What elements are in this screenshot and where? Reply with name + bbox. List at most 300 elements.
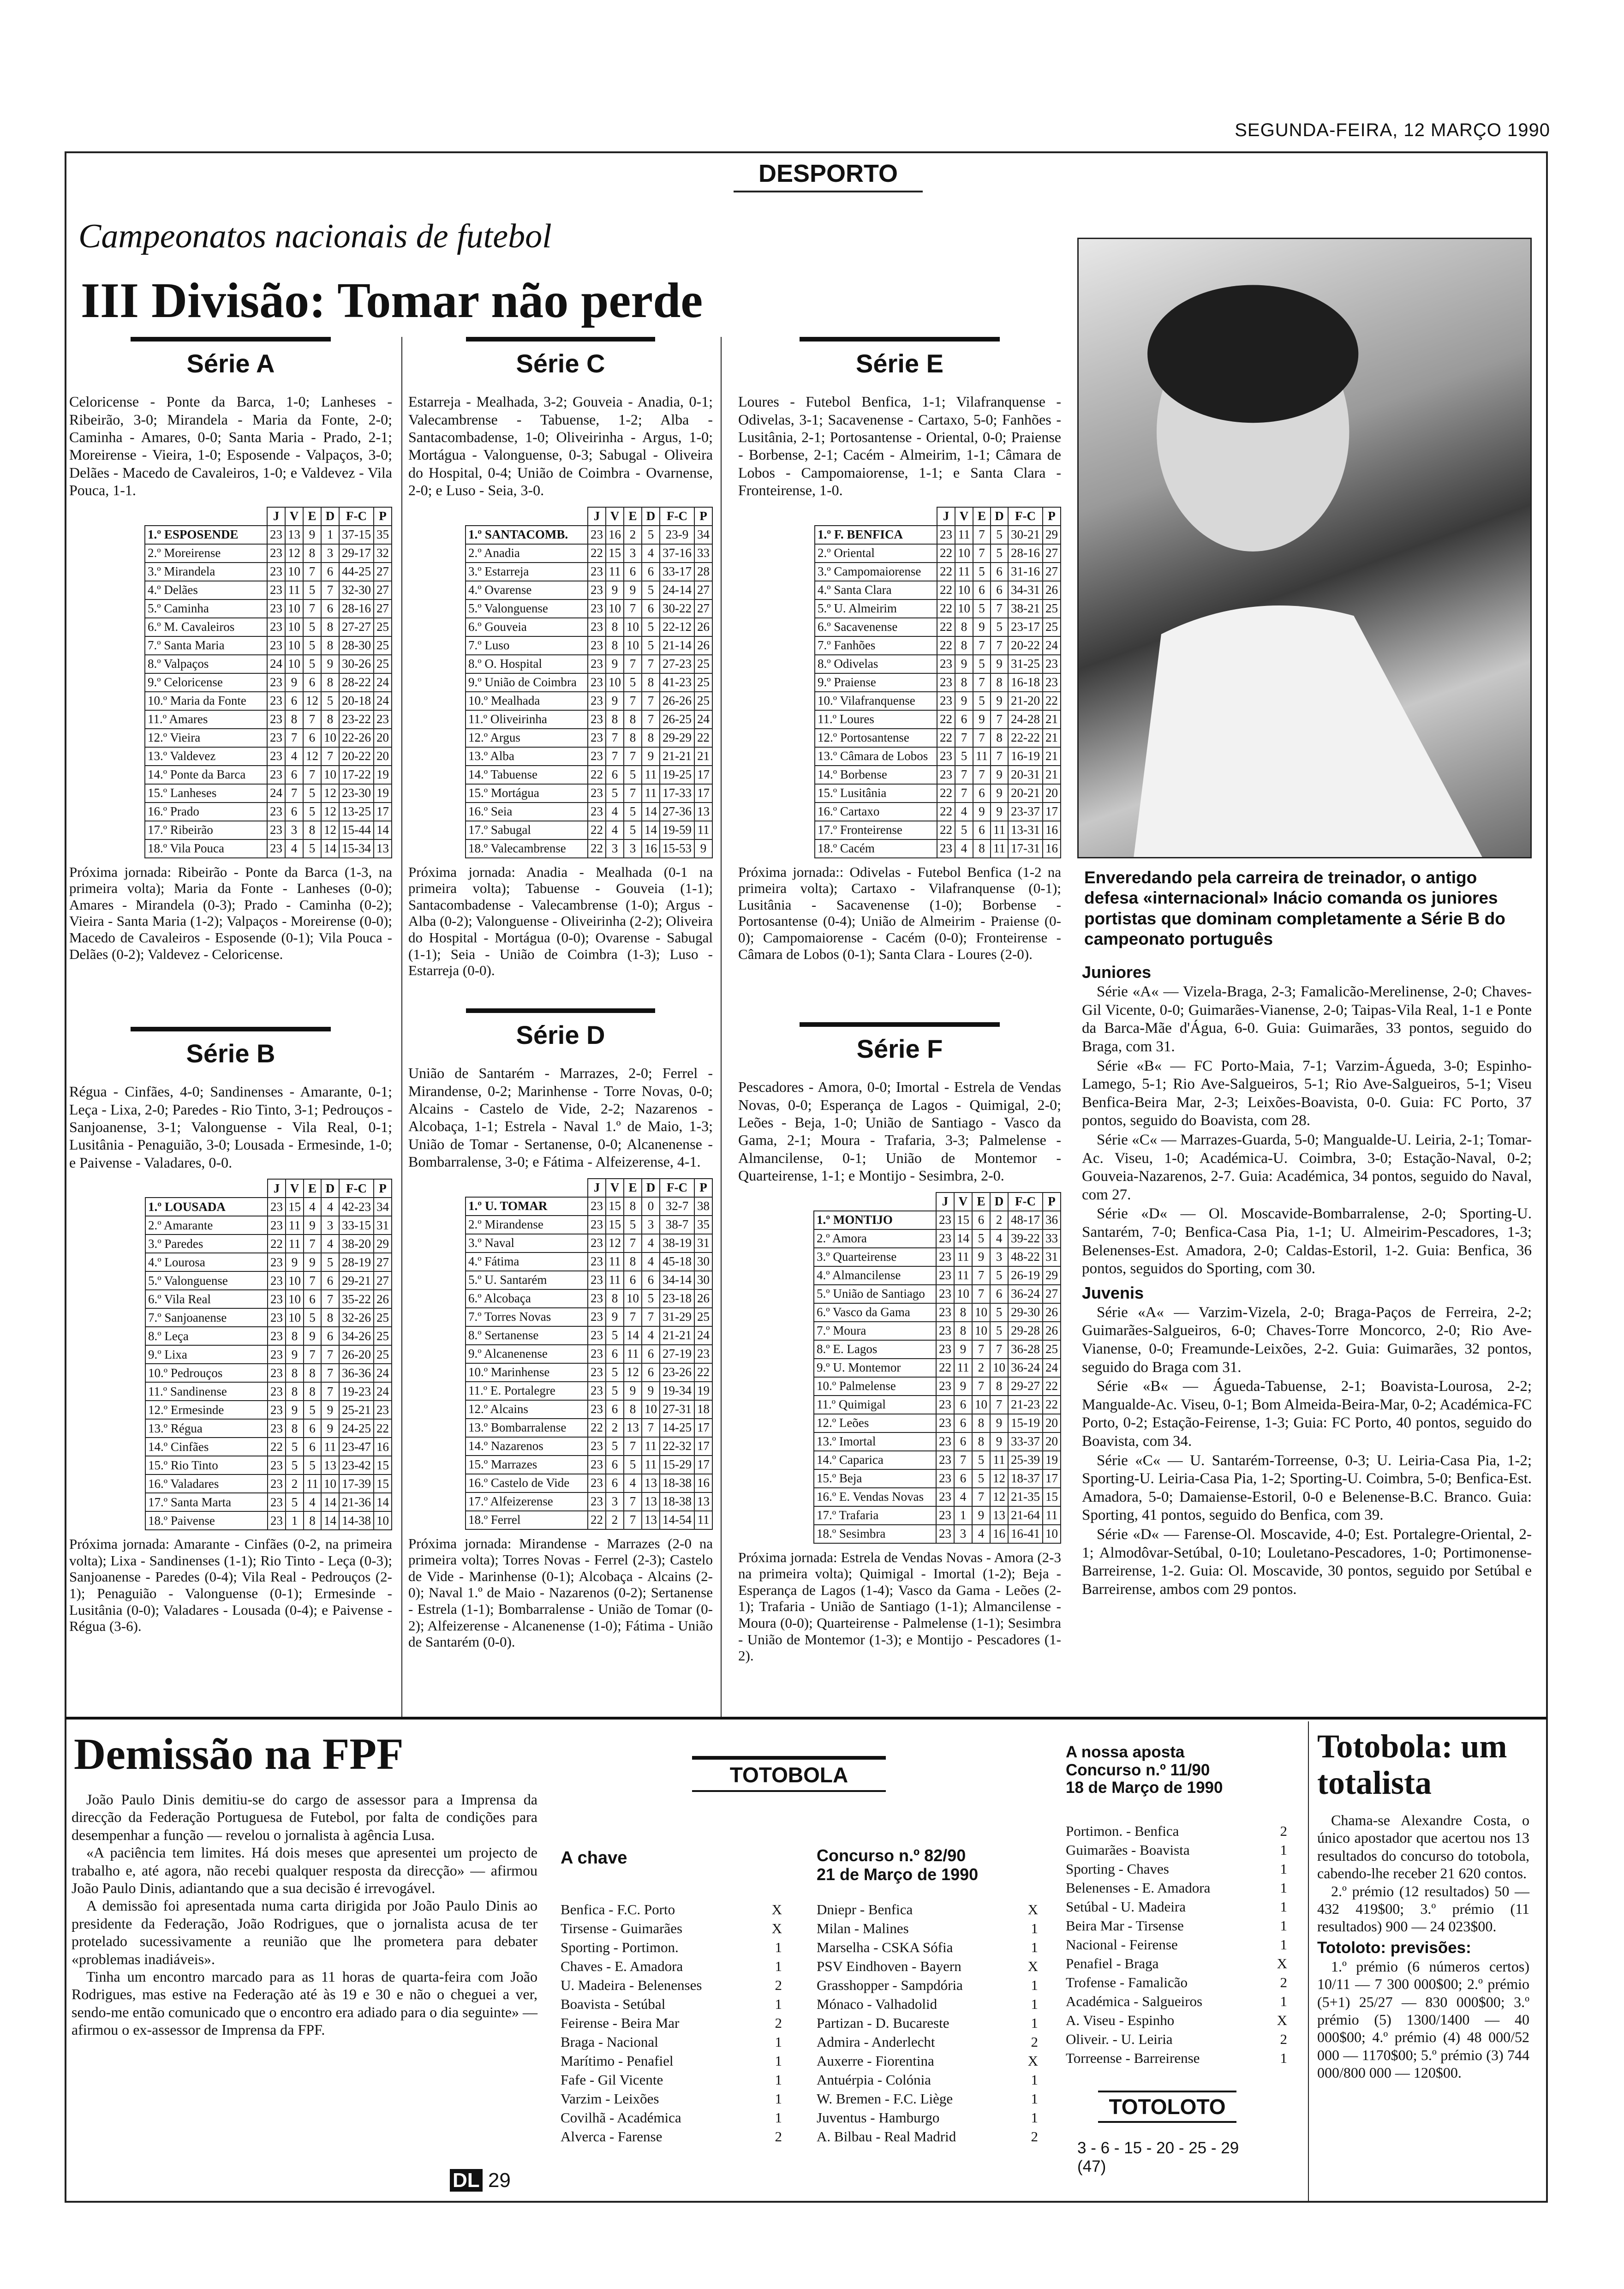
stat-cell: 10 [285,655,303,673]
stat-cell: 5 [973,563,991,581]
stat-cell: 8 [954,1322,972,1340]
header-date: SEGUNDA-FEIRA, 12 MARÇO 1990 [1235,120,1550,140]
stat-cell: 23 [267,526,285,544]
stat-cell: 6 [642,1345,660,1363]
stat-cell: 7 [954,1451,972,1469]
stat-cell: 27-23 [660,655,694,673]
stat-cell: 17 [694,1419,712,1437]
stat-cell: 30 [694,1271,712,1289]
stat-cell: 0 [642,1197,660,1216]
game-teams: Nacional - Feirense [1066,1936,1178,1953]
team-name: 3.º Estarreja [466,563,588,581]
team-name: 7.º Fanhões [815,636,937,655]
game-teams: Fafe - Gil Vicente [561,2072,663,2088]
stat-cell: 22 [1043,1377,1061,1396]
stat-cell: 11 [990,1451,1008,1469]
team-name: 13.º Alba [466,747,588,766]
stat-cell: 28-16 [1008,544,1043,563]
stat-cell: 31 [1043,1248,1061,1266]
totobola-games-right [817,1901,1038,2147]
stat-cell: 27 [694,599,712,618]
stat-cell: 22 [937,563,955,581]
stat-cell: 11 [304,1474,321,1493]
team-name: 16.º Castelo de Vide [466,1474,588,1492]
game-prediction: 1 [775,2072,782,2088]
stat-cell: 5 [991,618,1008,636]
stat-cell: 9 [286,1345,304,1364]
stat-cell: 5 [303,784,321,803]
stat-cell: 22-22 [1008,729,1043,747]
juniores-serie-c: Série «C« — Marrazes-Guarda, 5-0; Mangualde-U. Leiria, 2-1; Tomar-Ac. Viseu, 1-0; Académica-U. Coimbra, 3-0; Estação-Naval, 0-2; Gouveia-Nazarenos, 2-7. Guia: Académica, 34 pontos, seguido do Naval, com 27. [1082,1131,1532,1203]
stat-cell: 2 [606,1419,624,1437]
demissao-article [72,1791,537,2038]
juniores-serie-d: Série «D« — Ol. Moscavide-Bombarralense, 2-0; Sporting-U. Santarém, 7-0; Benfica-Casa Pia, 1-1; U. Almeirim-Pescadores, 1-3; Belenenses-Est. Amadora, 2-0; Caldas-Estoril, 1-2. Guia: Benfica, 36 pontos, seguidos do Sporting, com 30. [1082,1205,1532,1277]
stat-cell: 6 [304,1419,321,1438]
stat-cell: 26 [1043,581,1061,599]
stat-cell: 7 [624,1308,642,1326]
stat-cell: 4 [642,1252,660,1271]
table-row [466,1216,712,1234]
stat-cell: 5 [303,839,321,858]
stat-cell: 23-42 [339,1456,374,1474]
team-name: 17.º Santa Marta [145,1493,268,1511]
stat-cell: 23-30 [339,784,374,803]
stat-cell: 11 [954,1248,972,1266]
table-row [145,821,392,839]
table-row [466,1289,712,1308]
stat-cell: 10 [954,1285,972,1303]
table-header-cell: P [694,507,712,526]
stat-cell: 22 [937,821,955,839]
table-header-cell: D [642,507,660,526]
table-header-cell: V [606,1179,624,1197]
team-name: 10.º Pedrouços [145,1364,268,1382]
stat-cell: 25-21 [339,1401,374,1419]
team-name: 5.º Valonguense [145,1271,268,1290]
stat-cell: 2 [606,1511,624,1529]
stat-cell: 23 [267,673,285,692]
stat-cell: 23 [936,1340,954,1359]
table-header-cell: F-C [660,507,694,526]
team-name: 18.º Valecambrense [466,839,588,858]
stat-cell: 5 [606,1363,624,1382]
game-line [1066,1823,1287,1842]
team-name: 4.º Lourosa [145,1253,268,1271]
stat-cell: 11 [606,1252,624,1271]
game-line [561,2053,782,2072]
stat-cell: 27 [1043,1285,1061,1303]
stat-cell: 5 [624,1456,642,1474]
stat-cell: 11 [1043,1506,1061,1525]
stat-cell: 20-22 [339,747,374,766]
stat-cell: 23 [268,1216,286,1234]
team-name: 10.º Maria da Fonte [145,692,267,710]
game-prediction: X [771,1920,782,1936]
game-line [561,2109,782,2128]
game-prediction: X [1027,1901,1038,1917]
table-row [466,803,712,821]
game-prediction: 1 [1031,2015,1038,2031]
game-prediction: 1 [775,1939,782,1955]
stat-cell: 8 [321,618,339,636]
table-row [466,544,712,563]
stat-cell: 7 [285,729,303,747]
stat-cell: 23 [268,1401,286,1419]
team-name: 17.º Sabugal [466,821,588,839]
game-prediction: 1 [775,2034,782,2050]
stat-cell: 9 [991,655,1008,673]
stat-cell: 24 [267,655,285,673]
table-header-cell: J [268,1179,286,1198]
game-prediction: 1 [1031,2072,1038,2088]
team-name: 3.º Naval [466,1234,588,1252]
stat-cell: 7 [991,710,1008,729]
stat-cell: 8 [321,1308,339,1327]
stat-cell: 23 [936,1451,954,1469]
stat-cell: 24-14 [660,581,694,599]
table-header-cell: V [606,507,624,526]
team-name: 6.º M. Cavaleiros [145,618,267,636]
team-name: 10.º Vilafranquense [815,692,937,710]
table-row [145,1253,392,1271]
stat-cell: 4 [321,1234,339,1253]
team-name: 10.º Palmelense [814,1377,936,1396]
stat-cell: 33-15 [339,1216,374,1234]
game-teams: Beira Mar - Tirsense [1066,1917,1184,1934]
stat-cell: 27 [374,1253,392,1271]
table-header-row [815,507,1061,526]
stat-cell: 17 [694,1456,712,1474]
stat-cell: 7 [990,1340,1008,1359]
table-row [814,1266,1061,1285]
stat-cell: 22-26 [339,729,374,747]
stat-cell: 11 [606,1271,624,1289]
stat-cell: 11 [642,784,660,803]
stat-cell: 31 [694,1234,712,1252]
article-kicker: Campeonatos nacionais de futebol [78,217,552,255]
stat-cell: 24 [267,784,285,803]
table-row [466,1456,712,1474]
stat-cell: 23 [937,839,955,858]
totobola-concurso-date: 21 de Março de 1990 [817,1865,979,1884]
table-row [145,1474,392,1493]
stat-cell: 10 [321,1474,339,1493]
stat-cell: 6 [606,1345,624,1363]
stat-cell: 6 [304,1290,321,1308]
team-name: 8.º Valpaços [145,655,267,673]
stat-cell: 23 [588,655,606,673]
table-row [814,1211,1061,1229]
stat-cell: 5 [955,821,973,839]
stat-cell: 23 [588,1326,606,1345]
stat-cell: 18-38 [660,1492,694,1511]
serie-c-table [465,507,713,858]
game-line [817,2109,1038,2128]
stat-cell: 23 [374,710,392,729]
game-prediction: 1 [775,2053,782,2069]
stat-cell: 11 [606,563,624,581]
stat-cell: 13 [374,839,392,858]
stat-cell: 23 [936,1396,954,1414]
stat-cell: 6 [972,1211,990,1229]
stat-cell: 10 [286,1308,304,1327]
stat-cell: 35 [694,1216,712,1234]
stat-cell: 8 [624,710,642,729]
stat-cell: 37-15 [339,526,374,544]
table-row [466,526,712,544]
table-row [145,618,392,636]
table-row [145,1493,392,1511]
team-name: 16.º E. Vendas Novas [814,1488,936,1506]
table-row [466,1271,712,1289]
stat-cell: 11 [991,821,1008,839]
stat-cell: 4 [321,1198,339,1216]
stat-cell: 7 [303,563,321,581]
stat-cell: 9 [303,526,321,544]
stat-cell: 26 [694,636,712,655]
stat-cell: 7 [624,599,642,618]
stat-cell: 8 [624,1400,642,1419]
stat-cell: 7 [303,710,321,729]
table-row [145,655,392,673]
stat-cell: 21-36 [339,1493,374,1511]
team-name: 15.º Mortágua [466,784,588,803]
stat-cell: 14 [321,1511,339,1530]
stat-cell: 19-59 [660,821,694,839]
game-prediction: 1 [1031,1996,1038,2012]
stat-cell: 9 [624,1382,642,1400]
table-row [145,1401,392,1419]
table-row [466,821,712,839]
stat-cell: 4 [304,1198,321,1216]
stat-cell: 7 [624,655,642,673]
game-line [561,2091,782,2109]
table-row [145,692,392,710]
stat-cell: 24 [374,692,392,710]
stat-cell: 8 [304,1511,321,1530]
stat-cell: 4 [642,1326,660,1345]
stat-cell: 21-21 [660,747,694,766]
serie-d-heading: Série D [466,1008,655,1050]
stat-cell: 23 [268,1290,286,1308]
stat-cell: 22 [374,1419,392,1438]
stat-cell: 25 [374,636,392,655]
stat-cell: 23 [588,729,606,747]
stat-cell: 11 [991,839,1008,858]
team-name: 11.º Loures [815,710,937,729]
stat-cell: 24 [1043,636,1061,655]
stat-cell: 21-35 [1008,1488,1043,1506]
stat-cell: 13 [321,1456,339,1474]
table-row [814,1377,1061,1396]
stat-cell: 13 [642,1511,660,1529]
team-name: 13.º Imortal [814,1432,936,1451]
game-prediction: 2 [1280,2031,1287,2047]
stat-cell: 23 [588,636,606,655]
stat-cell: 7 [321,1364,339,1382]
stat-cell: 9 [955,655,973,673]
stat-cell: 11 [955,526,973,544]
stat-cell: 9 [973,618,991,636]
stat-cell: 5 [624,1216,642,1234]
stat-cell: 14 [374,1493,392,1511]
stat-cell: 7 [972,1377,990,1396]
table-row [814,1340,1061,1359]
stat-cell: 9 [991,784,1008,803]
game-teams: Benfica - F.C. Porto [561,1901,675,1917]
stat-cell: 29 [374,1234,392,1253]
team-name: 11.º Amares [145,710,267,729]
table-header-cell: J [936,1192,954,1211]
stat-cell: 23 [936,1229,954,1248]
stat-cell: 16 [990,1525,1008,1543]
table-row [145,563,392,581]
stat-cell: 7 [304,1234,321,1253]
serie-f-heading: Série F [800,1022,1000,1064]
stat-cell: 23 [268,1253,286,1271]
stat-cell: 5 [303,581,321,599]
stat-cell: 15 [1043,1488,1061,1506]
table-row [145,1308,392,1327]
game-line [817,2128,1038,2147]
stat-cell: 2 [972,1359,990,1377]
stat-cell: 8 [606,1289,624,1308]
game-prediction: X [1027,2053,1038,2069]
stat-cell: 3 [321,1216,339,1234]
game-teams: Tirsense - Guimarães [561,1920,683,1936]
stat-cell: 21-21 [660,1326,694,1345]
table-header-cell: F-C [1008,507,1043,526]
game-teams: Trofense - Famalicão [1066,1974,1188,1990]
stat-cell: 23 [936,1432,954,1451]
stat-cell: 23 [588,710,606,729]
stat-cell: 17 [694,784,712,803]
column-serie-f [738,1022,1061,1664]
stat-cell: 9 [991,766,1008,784]
table-row [145,784,392,803]
team-name: 16.º Valadares [145,1474,268,1493]
stat-cell: 5 [606,1382,624,1400]
game-prediction: 1 [1031,1939,1038,1955]
photo-caption: Enveredando pela carreira de treinador, o antigo defesa «internacional» Inácio comanda os juniores portistas que dominam completamente a Série B do campeonato português [1084,868,1505,949]
table-row [815,544,1061,563]
stat-cell: 7 [304,1345,321,1364]
stat-cell: 5 [973,692,991,710]
team-name: 8.º Leça [145,1327,268,1345]
stat-cell: 23 [267,544,285,563]
table-row [466,655,712,673]
table-header-row [814,1192,1061,1211]
team-name: 4.º Santa Clara [815,581,937,599]
stat-cell: 26 [1043,1322,1061,1340]
stat-cell: 38-21 [1008,599,1043,618]
game-teams: Auxerre - Fiorentina [817,2053,934,2069]
totobola-games-left [561,1901,782,2147]
stat-cell: 10 [606,673,624,692]
stat-cell: 5 [972,1469,990,1488]
stat-cell: 8 [304,1382,321,1401]
stat-cell: 32 [374,544,392,563]
stat-cell: 23 [588,563,606,581]
stat-cell: 7 [321,581,339,599]
table-row [466,1197,712,1216]
stat-cell: 8 [624,1197,642,1216]
stat-cell: 15-29 [660,1456,694,1474]
stat-cell: 23 [268,1198,286,1216]
game-prediction: 1 [1280,1899,1287,1915]
stat-cell: 13 [642,1492,660,1511]
stat-cell: 9 [286,1401,304,1419]
stat-cell: 32-26 [339,1308,374,1327]
game-line [1066,1936,1287,1955]
table-header-cell: V [955,507,973,526]
team-name: 1.º SANTACOMB. [466,526,588,544]
table-row [814,1359,1061,1377]
table-row [815,803,1061,821]
table-header-row [466,1179,712,1197]
table-row [815,747,1061,766]
juniores-heading: Juniores [1082,963,1152,982]
game-line [817,1977,1038,1996]
team-name: 8.º Odivelas [815,655,937,673]
stat-cell: 9 [304,1216,321,1234]
youth-results [1082,958,1532,1600]
stat-cell: 5 [303,655,321,673]
stat-cell: 34-14 [660,1271,694,1289]
stat-cell: 23 [267,766,285,784]
stat-cell: 5 [321,692,339,710]
game-prediction: 1 [1280,2050,1287,2066]
stat-cell: 14-54 [660,1511,694,1529]
team-name: 5.º Caminha [145,599,267,618]
stat-cell: 7 [973,544,991,563]
table-row [466,839,712,858]
stat-cell: 8 [286,1364,304,1382]
game-teams: Marítimo - Penafiel [561,2053,674,2069]
stat-cell: 20-31 [1008,766,1043,784]
stat-cell: 11 [286,1216,304,1234]
table-row [815,526,1061,544]
stat-cell: 31-25 [1008,655,1043,673]
stat-cell: 23-9 [660,526,694,544]
stat-cell: 12 [990,1488,1008,1506]
stat-cell: 10 [955,599,973,618]
stat-cell: 22 [936,1359,954,1377]
team-name: 1.º ESPOSENDE [145,526,267,544]
team-name: 8.º E. Lagos [814,1340,936,1359]
stat-cell: 4 [954,1488,972,1506]
serie-f-results: Pescadores - Amora, 0-0; Imortal - Estrela de Vendas Novas, 0-0; Esperança de Lagos - Quimigal, 2-0; Leões - Beja, 1-0; União de Santiago - Vasco da Gama, 2-1; Moura - Trafaria, 3-3; Palmelense - Almancilense, 0-1; União de Montemor - Quarteirense, 1-1; e Montijo - Sesimbra, 2-0. [738,1079,1061,1184]
stat-cell: 22 [588,839,606,858]
game-prediction: 1 [1031,2109,1038,2126]
game-prediction: 2 [1280,1974,1287,1990]
game-teams: Braga - Nacional [561,2034,658,2050]
stat-cell: 9 [606,1308,624,1326]
stat-cell: 31-29 [660,1308,694,1326]
table-row [466,1400,712,1419]
stat-cell: 27 [1043,544,1061,563]
stat-cell: 23 [267,747,285,766]
stat-cell: 6 [285,766,303,784]
stat-cell: 11 [624,1345,642,1363]
table-row [815,692,1061,710]
stat-cell: 8 [286,1419,304,1438]
stat-cell: 20 [1043,784,1061,803]
game-prediction: 2 [1280,1823,1287,1839]
stat-cell: 20 [374,729,392,747]
team-name: 5.º Valonguense [466,599,588,618]
stat-cell: 17-22 [339,766,374,784]
